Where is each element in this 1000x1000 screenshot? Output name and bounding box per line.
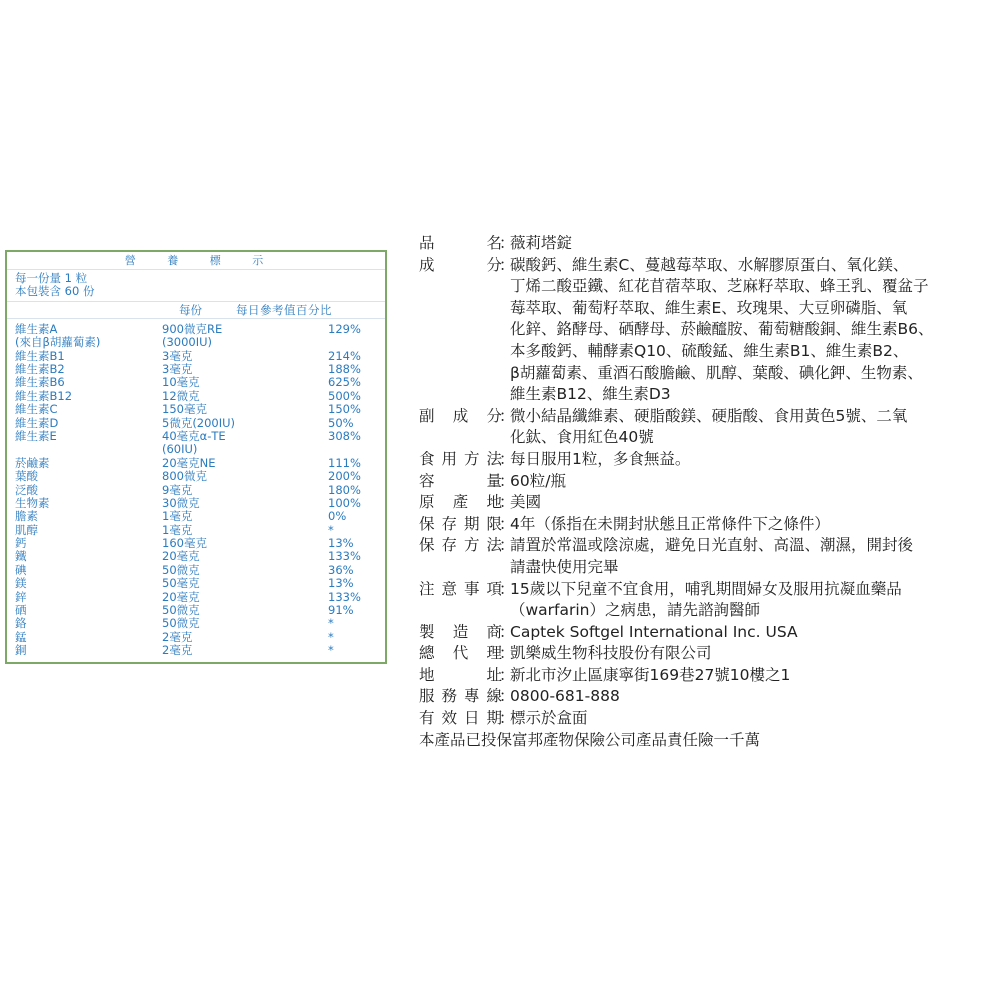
info-label-char: 用 [441,449,457,468]
info-label-char: 名 [486,234,502,252]
nutrient-name: 維生素C [15,402,58,417]
info-colon: ： [499,709,515,728]
nutrient-name: 維生素D [15,415,59,430]
nutrient-name: 葉酸 [15,469,38,484]
nutrient-row [7,564,385,577]
info-colon: ： [499,514,515,533]
nutrient-name: 維生素B6 [15,375,65,390]
info-label-char: 地 [486,493,502,512]
info-line [419,233,1000,255]
nutrient-amount: 50微克 [162,616,200,631]
nutrient-amount: 12微克 [162,388,200,403]
nutrient-daily-percent: 625% [328,375,361,390]
info-label [419,579,502,601]
info-label [419,471,502,493]
nutrient-name: 維生素A [15,321,58,336]
nutrient-name: 泛酸 [15,482,38,497]
info-label-char: 成 [419,255,435,274]
nutrient-daily-percent: 200% [328,469,361,484]
info-value: 60粒/瓶 [510,471,566,490]
info-value: 每日服用1粒，多食無益。 [510,449,691,468]
nutrient-name: 碘 [15,562,27,577]
nutrient-amount: 800微克 [162,469,207,484]
nutrient-daily-percent: 133% [328,589,361,604]
info-label-char: 代 [452,644,469,663]
nutrient-row [7,591,385,604]
info-colon: ： [499,406,515,425]
info-label [419,535,502,557]
nutrient-name: 菸鹼素 [15,455,50,470]
info-line [419,665,1000,687]
info-colon: ： [499,449,515,468]
nutrient-row [7,457,385,470]
info-label [419,406,502,428]
info-label-char: 日 [463,709,480,728]
nutrient-row [7,336,385,349]
nutrient-amount: 5微克(200IU) [162,415,236,430]
info-value: 本多酸鈣、輔酵素Q10、硫酸錳、維生素B1、維生素B2、 [510,341,909,360]
info-label-char: 原 [419,493,435,512]
info-label [419,514,502,536]
nutrient-name: 鐵 [15,549,27,564]
info-label [419,449,502,471]
nutrient-amount: 1毫克 [162,522,193,537]
info-label-char: 商 [486,622,502,641]
info-value: 0800-681-888 [510,687,620,706]
info-value: 請盡快使用完畢 [510,557,619,576]
info-line [419,708,1000,730]
info-label-char: 限 [486,514,502,533]
info-label-char: 量 [486,471,502,490]
nutrition-facts-panel [5,250,387,664]
nutrient-amount: 10毫克 [162,375,200,390]
info-label-char: 有 [419,709,435,728]
nutrient-row [7,604,385,617]
info-label-char: 副 [419,406,435,425]
nutrient-amount: 50微克 [162,562,200,577]
info-line [419,341,1000,363]
nutrient-row [7,510,385,523]
info-label [419,708,502,730]
nutrient-amount: 3毫克 [162,361,193,376]
info-label-char: 法 [486,449,502,468]
info-colon: ： [499,255,515,274]
info-value: 碳酸鈣、維生素C、蔓越莓萃取、水解膠原蛋白、氧化鎂、 [510,255,909,274]
info-label-char: 分 [486,406,502,425]
nutrient-daily-percent: 129% [328,321,361,336]
nutrient-name: 鋅 [15,589,27,604]
nutrient-row [7,644,385,657]
info-line [419,298,1000,320]
info-value: 4年（係指在未開封狀態且正常條件下之條件） [510,514,830,533]
info-value: 請置於常溫或陰涼處，避免日光直射、高溫、潮濕，開封後 [510,536,914,555]
info-label-char: 期 [463,514,480,533]
nutrient-name: 鈣 [15,536,27,551]
nutrient-amount: (3000IU) [162,335,213,350]
info-label [419,622,502,644]
info-value: 15歲以下兒童不宜食用，哺乳期間婦女及服用抗凝血藥品 [510,579,902,598]
info-label-char: 事 [463,579,480,598]
nutrient-row [7,443,385,456]
nutrient-amount: 50毫克 [162,576,200,591]
nutrient-amount: (60IU) [162,442,198,457]
nutrient-row [7,403,385,416]
nutrient-row [7,577,385,590]
info-label-char: 存 [441,514,457,533]
info-line [419,686,1000,708]
info-label-char: 注 [419,579,435,598]
nutrient-daily-percent: * [328,616,334,631]
nutrient-daily-percent: 111% [328,455,361,470]
nutrient-amount: 20毫克 [162,549,200,564]
nutrient-amount: 30微克 [162,495,200,510]
nutrient-daily-percent: 91% [328,603,354,618]
info-label-char: 專 [463,687,480,706]
info-label [419,255,502,277]
info-line [419,579,1000,601]
info-label-char: 地 [419,665,435,684]
nutrient-row [7,430,385,443]
nutrient-daily-percent: 188% [328,361,361,376]
info-line [419,557,1000,579]
nutrient-daily-percent: 308% [328,428,361,443]
info-label-char: 食 [419,449,435,468]
info-colon: ： [499,493,515,512]
nutrient-amount: 3毫克 [162,348,193,363]
info-value: 本產品已投保富邦產物保險公司產品責任險一千萬 [419,730,761,749]
info-label-char: 製 [419,622,435,641]
nutrient-daily-percent: * [328,522,334,537]
info-line [419,492,1000,514]
nutrient-amount: 20毫克NE [162,455,216,470]
nutrient-daily-percent: 0% [328,509,347,524]
nutrient-name: 膽素 [15,509,38,524]
info-colon: ： [499,536,515,555]
info-label-char: 服 [419,687,435,706]
nutrient-name: 維生素B1 [15,348,65,363]
info-colon: ： [499,665,515,684]
info-line [419,276,1000,298]
nutrient-daily-percent: 150% [328,402,361,417]
nutrient-amount: 900微克RE [162,321,223,336]
nutrient-daily-percent: 214% [328,348,361,363]
info-label-char: 效 [441,709,457,728]
nutrient-daily-percent: 36% [328,562,354,577]
info-label-char: 產 [452,493,469,512]
serving-size: 每一份量 1 粒 [15,271,88,285]
daily-value-header: 每日參考值百分比 [236,302,332,317]
nutrient-name: 維生素E [15,428,57,443]
info-line [419,514,1000,536]
info-colon: ： [499,471,515,490]
info-label [419,233,502,255]
info-label-char: 項 [486,579,502,598]
nutrient-row [7,497,385,510]
info-value: Captek Softgel International Inc. USA [510,622,798,641]
nutrient-name: 銅 [15,643,27,658]
nutrient-daily-percent: 50% [328,415,354,430]
info-value: 莓萃取、葡萄籽萃取、維生素E、玫瑰果、大豆卵磷脂、氧 [510,298,908,317]
nutrient-daily-percent: 13% [328,536,354,551]
info-colon: ： [499,644,515,663]
info-label-char: 分 [486,255,502,274]
info-value: β胡蘿蔔素、重酒石酸膽鹼、肌醇、葉酸、碘化鉀、生物素、 [510,363,923,382]
info-label [419,686,502,708]
info-label-char: 造 [452,622,469,641]
nutrient-amount: 40毫克α-TE [162,428,226,443]
info-colon: ： [499,687,515,706]
nutrient-name: 硒 [15,603,27,618]
serving-info [7,270,385,302]
info-line [419,643,1000,665]
info-value: 丁烯二酸亞鐵、紅花苜蓿萃取、芝麻籽萃取、蜂王乳、覆盆子 [510,277,929,296]
info-label-char: 成 [452,406,469,425]
info-colon: ： [499,622,515,641]
nutrition-title: 營 養 標 示 [7,252,385,270]
info-label-char: 期 [486,709,502,728]
nutrient-row [7,390,385,403]
nutrient-daily-percent: * [328,643,334,658]
info-line [419,255,1000,277]
info-value: 化鋅、鉻酵母、硒酵母、菸鹼醯胺、葡萄糖酸銅、維生素B6、 [510,320,934,339]
nutrient-daily-percent: * [328,629,334,644]
info-value: 維生素B12、維生素D3 [510,385,671,404]
info-value: （warfarin）之病患，請先諮詢醫師 [510,601,761,620]
info-label [419,492,502,514]
info-line [419,319,1000,341]
info-label-char: 意 [441,579,457,598]
nutrient-row [7,537,385,550]
info-label-char: 務 [441,687,457,706]
nutrient-name: 肌醇 [15,522,38,537]
nutrient-amount: 9毫克 [162,482,193,497]
info-value: 美國 [510,493,542,512]
info-line [419,449,1000,471]
nutrient-amount: 50微克 [162,603,200,618]
nutrient-daily-percent: 13% [328,576,354,591]
info-line [419,363,1000,385]
info-label [419,643,502,665]
info-line [419,384,1000,406]
info-value: 凱樂威生物科技股份有限公司 [510,644,712,663]
nutrient-row [7,631,385,644]
product-info-block [419,233,1000,773]
nutrient-amount: 1毫克 [162,509,193,524]
nutrient-amount: 160毫克 [162,536,207,551]
info-value: 標示於盒面 [510,709,588,728]
info-label-char: 容 [419,471,435,490]
servings-per-pack: 本包裝含 60 份 [15,284,95,299]
info-label-char: 址 [486,665,502,684]
nutrient-amount: 20毫克 [162,589,200,604]
info-label-char: 總 [419,644,435,663]
nutrient-row [7,417,385,430]
info-value: 微小結晶纖維素、硬脂酸鎂、硬脂酸、食用黃色5號、二氧 [510,406,908,425]
info-line [419,535,1000,557]
nutrient-amount: 150毫克 [162,402,207,417]
nutrient-row [7,363,385,376]
nutrient-name: 鎂 [15,576,27,591]
nutrient-row [7,617,385,630]
info-line [419,406,1000,428]
info-label-char: 品 [419,234,435,252]
info-label-char: 方 [463,449,480,468]
info-line [419,730,1000,752]
nutrient-daily-percent: 500% [328,388,361,403]
nutrient-row [7,550,385,563]
info-label-char: 保 [419,514,435,533]
info-label-char: 保 [419,536,435,555]
nutrient-daily-percent: 100% [328,495,361,510]
nutrient-row [7,470,385,483]
info-label-char: 理 [486,644,502,663]
per-serving-header: 每份 [179,302,202,317]
nutrient-name: (來自β胡蘿蔔素) [15,335,101,350]
nutrient-row [7,376,385,389]
info-value: 薇莉塔錠 [510,234,573,252]
nutrient-amount: 2毫克 [162,643,193,658]
nutrient-row [7,350,385,363]
info-label-char: 線 [486,687,502,706]
info-line [419,427,1000,449]
info-label-char: 法 [486,536,502,555]
nutrient-name: 維生素B2 [15,361,65,376]
info-colon: ： [499,579,515,598]
info-label-char: 存 [441,536,457,555]
nutrition-rows [7,319,385,658]
info-line [419,622,1000,644]
info-colon: ： [499,234,515,252]
nutrient-name: 鉻 [15,616,27,631]
info-value: 新北市汐止區康寧街169巷27號10樓之1 [510,665,791,684]
info-label-char: 方 [463,536,480,555]
nutrient-row [7,524,385,537]
info-line [419,600,1000,622]
info-value: 化鈦、食用紅色40號 [510,428,654,447]
nutrient-name: 錳 [15,629,27,644]
nutrient-row [7,323,385,336]
nutrient-daily-percent: 133% [328,549,361,564]
nutrient-name: 生物素 [15,495,50,510]
nutrient-row [7,484,385,497]
nutrition-column-headers [7,302,385,319]
info-label [419,665,502,687]
nutrient-amount: 2毫克 [162,629,193,644]
nutrient-daily-percent: 180% [328,482,361,497]
info-line [419,471,1000,493]
nutrient-name: 維生素B12 [15,388,73,403]
